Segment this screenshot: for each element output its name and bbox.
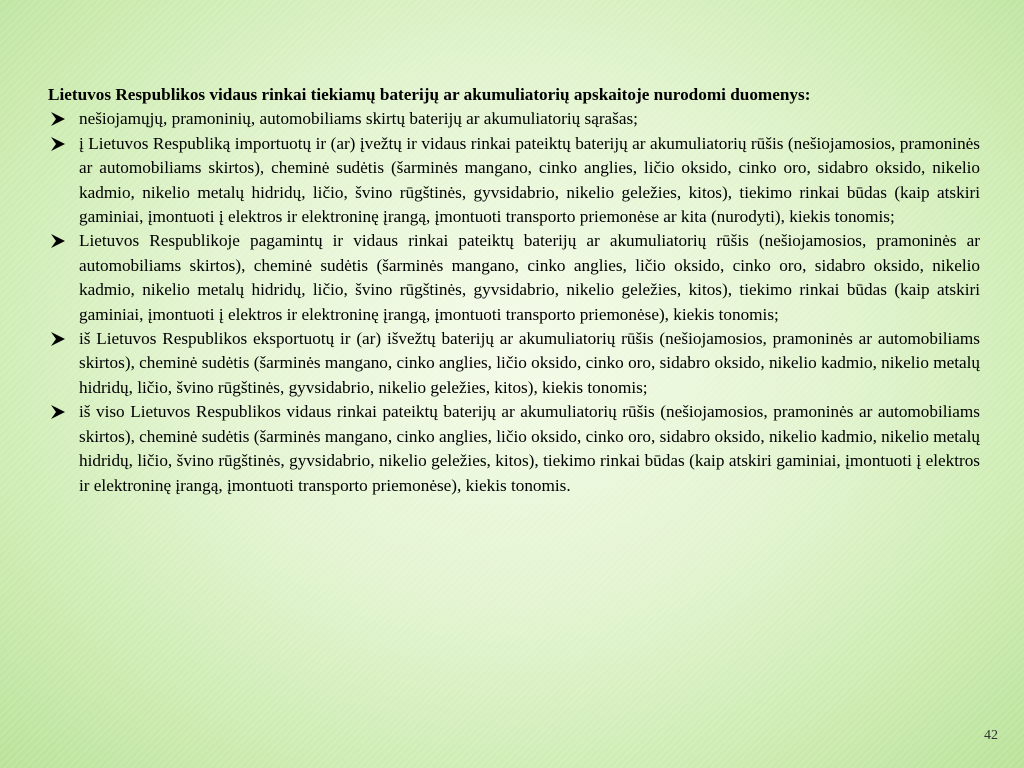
arrowhead-bullet-icon xyxy=(50,229,66,253)
list-item xyxy=(48,400,980,498)
slide-heading: Lietuvos Respublikos vidaus rinkai tiekiamų baterijų ar akumuliatorių apskaitoje nurodomi duomenys: xyxy=(48,85,811,104)
list-item-text: Lietuvos Respublikoje pagamintų ir vidaus rinkai pateiktų baterijų ar akumuliatorių rūšis (nešiojamosios, pramoninės ar automobiliams skirtos), cheminė sudėtis (šarminės mangano, cinko anglies, ličio oksido, cinko oro, sidabro oksido, nikelio kadmio, nikelio metalų hidridų, ličio, švino rūgštinės, gyvsidabrio, nikelio geležies, kitos), tiekimo rinkai būdas (kaip atskiri gaminiai, įmontuoti į elektros ir elektroninę įrangą, įmontuoti transporto priemonėse), kiekis tonomis; xyxy=(79,231,980,324)
list-item xyxy=(48,229,980,327)
arrowhead-bullet-icon xyxy=(50,132,66,156)
list-item xyxy=(48,132,980,230)
arrowhead-bullet-icon xyxy=(50,107,66,131)
slide-content xyxy=(48,83,980,498)
bullet-list xyxy=(48,107,980,498)
list-item-text: iš Lietuvos Respublikos eksportuotų ir (ar) išvežtų baterijų ar akumuliatorių rūšis (nešiojamosios, pramoninės ar automobiliams skirtos), cheminė sudėtis (šarminės mangano, cinko anglies, ličio oksido, cinko oro, sidabro oksido, nikelio kadmio, nikelio metalų hidridų, ličio, švino rūgštinės, gyvsidabrio, nikelio geležies, kitos), kiekis tonomis; xyxy=(79,329,980,397)
list-item xyxy=(48,107,980,131)
list-item-text: iš viso Lietuvos Respublikos vidaus rinkai pateiktų baterijų ar akumuliatorių rūšis (nešiojamosios, pramoninės ar automobiliams skirtos), cheminė sudėtis (šarminės mangano, cinko anglies, ličio oksido, cinko oro, sidabro oksido, nikelio kadmio, nikelio metalų hidridų, ličio, švino rūgštinės, gyvsidabrio, nikelio geležies, kitos), tiekimo rinkai būdas (kaip atskiri gaminiai, įmontuoti į elektros ir elektroninę įrangą, įmontuoti transporto priemonėse), kiekis tonomis. xyxy=(79,402,980,495)
list-item xyxy=(48,327,980,400)
arrowhead-bullet-icon xyxy=(50,327,66,351)
page-number: 42 xyxy=(984,728,998,743)
list-item-text: į Lietuvos Respubliką importuotų ir (ar) įvežtų ir vidaus rinkai pateiktų baterijų ar akumuliatorių rūšis (nešiojamosios, pramoninės ar automobiliams skirtos), cheminė sudėtis (šarminės mangano, cinko anglies, ličio oksido, cinko oro, sidabro oksido, nikelio kadmio, nikelio metalų hidridų, ličio, švino rūgštinės, gyvsidabrio, nikelio geležies, kitos), tiekimo rinkai būdas (kaip atskiri gaminiai, įmontuoti į elektros ir elektroninę įrangą, įmontuoti transporto priemonėse ar kita (nurodyti), kiekis tonomis; xyxy=(79,133,980,227)
arrowhead-bullet-icon xyxy=(50,400,66,424)
list-item-text: nešiojamųjų, pramoninių, automobiliams skirtų baterijų ar akumuliatorių sąrašas; xyxy=(79,109,638,129)
